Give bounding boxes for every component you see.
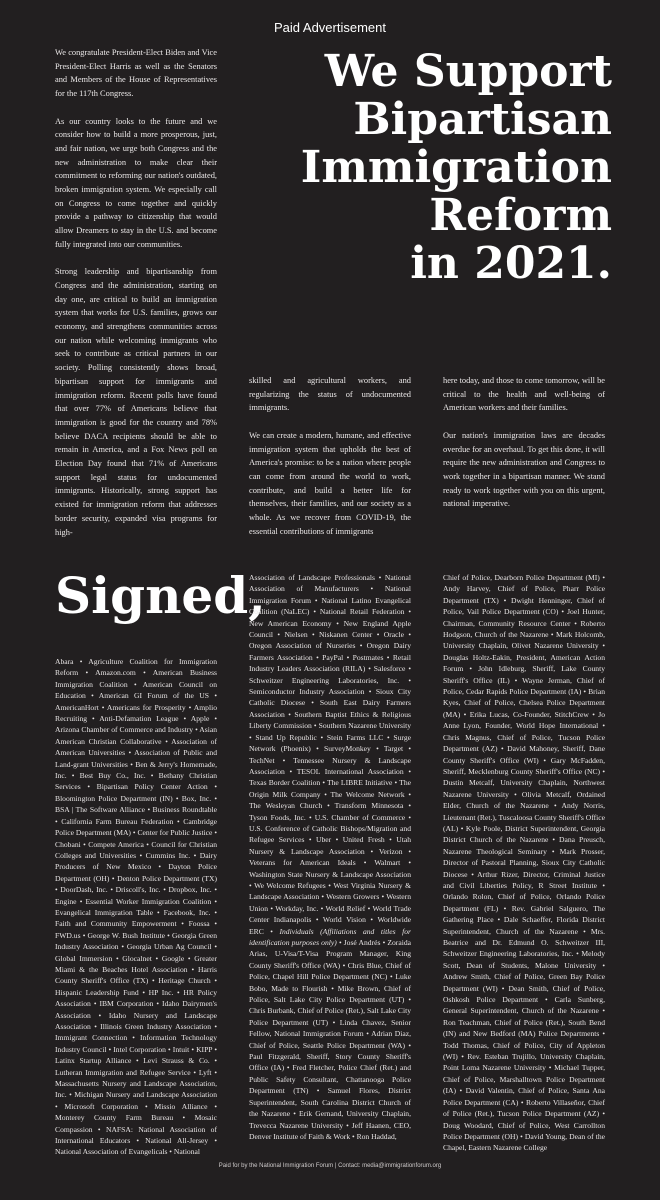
individuals-note: Individuals (Affiliations and titles for identification purposes only) xyxy=(249,926,411,947)
intro-column xyxy=(55,46,217,553)
headline-line-3: Immigration xyxy=(300,142,612,193)
headline xyxy=(282,48,612,288)
signatories-individuals: • José Andrés • Zoraida Arias, U-Visa/T-Visa Program Manager, King County Sheriff's Office (WA) • Chris Blue, Chief of Police, Chapel Hill Police Department (NC) • Luke Bobo, Made to Flourish • Mike Brown, Chief of Police, Salt Lake City Police Department (UT) • Chris Burbank, Chief of Police (Ret.), Salt Lake City Police Department (UT) • Linda Chavez, Senior Fellow, National Immigration Forum • Adrian Diaz, Chief of Police, Seattle Police Department (WA) • Paul Fitzgerald, Sheriff, Story County Sheriff's Office (IA) • Fred Fletcher, Police Chief (Ret.) and Public Safety Consultant, Chattanooga Police Department (TN) • Samuel Flores, District Superintendent, South Carolina District Church of the Nazarene • Erik Gernand, University Chaplain, Trevecca Nazarene University • Jeff Haanen, CEO, Denver Institute of Faith & Work • Ron Haddad, xyxy=(249,938,411,1141)
signatories-column-1: Abara • Agriculture Coalition for Immigration Reform • Amazon.com • American Business Immigration Coalition • American Council on Education • American GI Forum of the US • AmericanHort • Americans for Prosperity • Amplio Recruiting • Anti-Defamation League • Apple • Arizona Chamber of Commerce and Industry • Asian American Christian Collaborative • Association of American Universities • Association of Public and Land-grant Universities • Ben & Jerry's Homemade, Inc. • Best Buy Co., Inc. • Bethany Christian Services • Bipartisan Policy Center Action • Bloomington Police Department (IN) • Box, Inc. • BSA | The Software Alliance • Business Roundtable • California Farm Bureau Federation • Cambridge Police Department (MA) • Center for Public Justice • Chobani • Compete America • Council for Christian Colleges and Universities • Cummins Inc. • Dairy Producers of New Mexico • Dayton Police Department (OH) • Denton Police Department (TX) • DoorDash, Inc. • Driscoll's, Inc. • Dropbox, Inc. • Engine • Essential Worker Immigration Coalition • Evangelical Immigration Table • Facebook, Inc. • Faith and Community Empowerment • Foossa • FWD.us • George W. Bush Institute • Georgia Green Industry Association • Georgia Urban Ag Council • Global Immersion • Glocalnet • Google • Greater Miami & the Beaches Hotel Association • Harris County Sheriff's Office (TX) • Heritage Church • Hispanic Leadership Fund • HP Inc. • HR Policy Association • IBM Corporation • Idaho Dairymen's Association • Idaho Nursery and Landscape Association • Illinois Green Industry Association • Immigrant Connection • Information Technology Industry Council • Intel Corporation • Intuit • KIPP • Latinx Startup Alliance • Levi Strauss & Co. • Lutheran Immigration and Refugee Service • Lyft • Massachusetts Nursery and Landscape Association, Inc. • Michigan Nursery and Landscape Association • Microsoft Corporation • Missio Alliance • Monterey County Farm Bureau • Mosaic Compassion • NAFSA: National Association of International Educators • National All-Jersey • National Association of Evangelicals • National xyxy=(55,657,217,1157)
signatories-column-2 xyxy=(249,572,411,1142)
body-paragraph-5: We can create a modern, humane, and effective immigration system that upholds the best of America's promise: to be a nation where people can come from around the world to work, contribute, and build a better life for themselves, their families, and our society as a whole. As we recover from COVID-19, the essential contributions of immigrants xyxy=(249,430,411,536)
headline-line-1: We Support xyxy=(324,46,612,97)
body-paragraph-4: skilled and agricultural workers, and regularizing the status of undocumented immigrants. xyxy=(249,376,411,413)
middle-column xyxy=(249,374,411,552)
headline-line-2: Bipartisan xyxy=(353,94,612,145)
signed-heading: Signed, xyxy=(55,566,266,625)
right-column xyxy=(443,374,605,525)
intro-paragraph-2: As our country looks to the future and we consider how to build a more prosperous, just, and fair nation, we urge both Congress and the new administration to make clear their commitment to reforming our nation's outdated, broken immigration system. We especially call on Congress to come together and quickly provide a pathway to citizenship that would allow Dreamers to stay in the U.S. and become fully integrated into our communities. xyxy=(55,116,217,249)
body-paragraph-7: Our nation's immigration laws are decades overdue for an overhaul. To get this done, it will require the new administration and Congress to work together in a bipartisan manner. We stand ready to work together with you on this urgent, national imperative. xyxy=(443,430,605,509)
body-paragraph-6: here today, and those to come tomorrow, will be critical to the health and well-being of American workers and their families. xyxy=(443,376,605,413)
headline-line-5: in 2021. xyxy=(410,238,612,289)
paid-advertisement-label: Paid Advertisement xyxy=(273,20,386,35)
footer-disclaimer: Paid for by the National Immigration Forum | Contact: media@immigrationforum.org xyxy=(218,1163,442,1169)
intro-paragraph-1: We congratulate President-Elect Biden and Vice President-Elect Harris as well as the Senators and Members of the House of Representatives for the 117th Congress. xyxy=(55,48,217,99)
signatories-organizations: Association of Landscape Professionals • National Association of Manufacturers • National Immigration Forum • National Latino Evangelical Coalition (NaLEC) • National Retail Federation • New American Economy • New England Apple Council • Nielsen • Niskanen Center • Oracle • Oregon Association of Nurseries • Oregon Dairy Farmers Association • PayPal • Postmates • Retail Industry Leaders Association (RILA) • Salesforce • Schweitzer Engineering Laboratories, Inc. • Semiconductor Industry Association • Sioux City Catholic Diocese • South East Dairy Farmers Association • Southern Baptist Ethics & Religious Liberty Commission • Southern Nazarene University • Stand Up Republic • Stein Farms LLC • Surge Network (Phoenix) • SurveyMonkey • Target • TechNet • Tennessee Nursery & Landscape Association • TESOL International Association • Texas Border Coalition • The LIBRE Initiative • The Origin Milk Company • The Welcome Network • The Wesleyan Church • Transform Minnesota • Tyson Foods, Inc. • U.S. Chamber of Commerce • U.S. Conference of Catholic Bishops/Migration and Refugee Services • Uber • United Fresh • Utah Nursery & Landscape Association • Verizon • Veterans for American Ideals • Walmart • Washington State Nursery & Landscape Association • We Welcome Refugees • West Virginia Nursery & Landscape Association • Western Growers • Western Union • Workday, Inc. • World Relief • World Trade Center Indianapolis • World Vision • Worldwide ERC • xyxy=(249,573,411,936)
signatories-column-3: Chief of Police, Dearborn Police Department (MI) • Andy Harvey, Chief of Police, Pharr Police Department (TX) • Dwight Henninger, Chief of Police, Vail Police Department (CO) • Joel Hunter, Chairman, Community Resource Center • Roberto Hodgson, Church of the Nazarene • Mark Holcomb, University Chaplain, Olivet Nazarene University • Douglas Holtz-Eakin, President, American Action Forum • John Idleburg, Sheriff, Lake County Sheriff's Office (IL) • Wayne Jerman, Chief of Police, Cedar Rapids Police Department (IA) • Brian Kyes, Chief of Police, Chelsea Police Department (MA) • Erika Lucas, Co-Founder, StitchCrew • Jo Anne Lyon, Founder, World Hope International • Chris Magnus, Chief of Police, Tucson Police Department (AZ) • David Mahoney, Sheriff, Dane County Sheriff's Office (WI) • Gary McFadden, Sheriff, Mecklenburg County Sheriff's Office (NC) • Dustin Metcalf, University Chaplain, Northwest Nazarene University • Olivia Metcalf, Ordained Elder, Church of the Nazarene • Andy Norris, Lieutenant (Ret.), Tuscaloosa County Sheriff's Office (AL) • Kyle Poole, District Superintendent, Georgia District Church of the Nazarene • Dana Preusch, Nazarene Theological Seminary • Mark Prosser, Director of Pastoral Planning, Sioux City Catholic Diocese • Arthur Rizer, Director, Criminal Justice and Civil Liberties Policy, R Street Institute • Orlando Rolon, Chief of Police, Orlando Police Department (FL) • Rev. Gabriel Salguero, The Gathering Place • Dale Schaeffer, Florida District Superintendent, Church of the Nazarene • Mrs. Beatrice and Dr. Edmund O. Schweitzer III, Schweitzer Engineering Laboratories, Inc. • Melody Scott, Dean of Students, Malone University • Andrew Smith, Chief of Police, Green Bay Police Department (WI) • Dean Smith, Chief of Police, Oshkosh Police Department • Carla Sunberg, General Superintendent, Church of the Nazarene • Ron Teachman, Chief of Police (Ret.), South Bend (IN) and New Bedford (MA) Police Departments • Todd Thomas, Chief of Police, City of Appleton (WI) • Rev. Esteban Trujillo, University Chaplain, Point Loma Nazarene University • Michael Tupper, Chief of Police, Marshalltown Police Department (IA) • David Valentin, Chief of Police, Santa Ana Police Department (CA) • Roberto Villaseñor, Chief of Police (Ret.), Tucson Police Department (AZ) • Doug Woodard, Chief of Police, West Carrollton Police Department (OH) • David Young, Dean of the Chapel, Eastern Nazarene College xyxy=(443,573,606,1153)
headline-line-4: Reform xyxy=(429,190,612,241)
intro-paragraph-3: Strong leadership and bipartisanship from Congress and the administration, starting on day one, are critical to build an immigration system that works for U.S. families, grows our economy, and strengthens communities across our nation while welcoming immigrants who seek to contribute as critical partners in our society. Polling consistently shows broad, bipartisan support for immigrants and immigration reform. Recent polls have found that over 77% of Americans believe that immigration is good for the country and 78% believe DACA recipients should be able to remain in America, and a Fox News poll on Election Day found that 71% of Americans support legal status for undocumented immigrants. Historically, strong support has existed for immigration reform that addresses border security, expanded visa programs for high- xyxy=(55,267,217,537)
